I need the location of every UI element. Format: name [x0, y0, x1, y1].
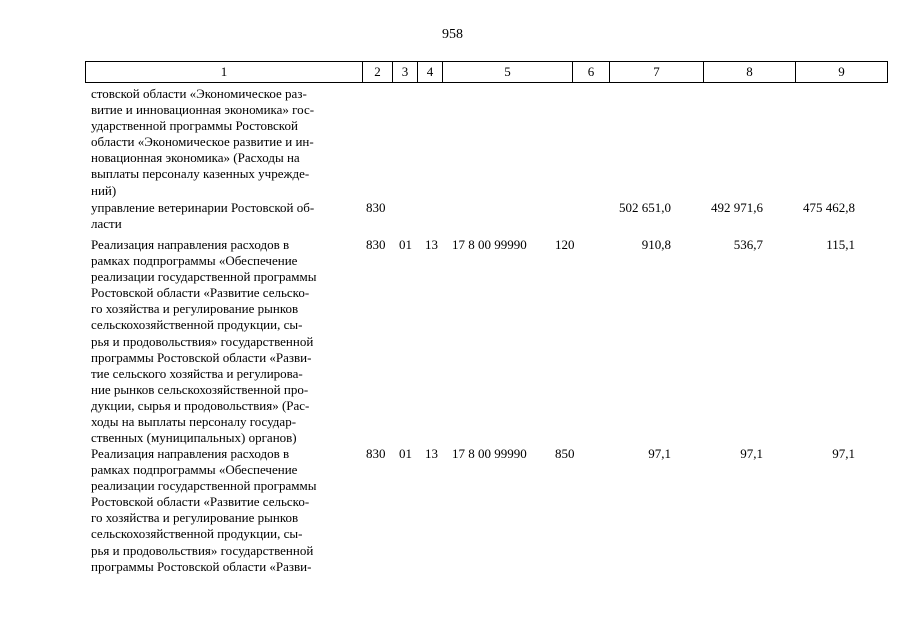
row-description: Реализация направления расходов в рамках подпрограммы «Обеспечение реализации государственной программы Ростовской области «Развитие сельско- го хозяйства и регулирование рынков сельскохозяйственной продукции, сы- рья и продовольствия» государственной программы Ростовской области «Разви-: [91, 446, 317, 574]
ministry-code: 830: [366, 200, 386, 215]
sum-year-3: 115,1: [826, 237, 855, 252]
column-header-1: 1: [220, 64, 228, 79]
row-description: управление ветеринарии Ростовской об- ласти: [91, 200, 315, 232]
sum-year-2: 97,1: [740, 446, 763, 461]
row-description: Реализация направления расходов в рамках подпрограммы «Обеспечение реализации государственной программы Ростовской области «Развитие сельско- го хозяйства и регулирование рынков сельскохозяйственной продукции, сы- рья и продовольствия» государственной программы Ростовской области «Разви- тие сельского хозяйства и регулирова- ние рынков сельскохозяйственной про- дукции, сырья и продовольствия» (Рас- ходы на выплаты персоналу государ- ственных (муниципальных) органов): [91, 237, 317, 446]
sum-year-3: 475 462,8: [803, 200, 855, 215]
column-header-3: 3: [392, 62, 417, 82]
sum-year-2: 492 971,6: [711, 200, 763, 215]
sum-year-2: 536,7: [733, 237, 763, 252]
sum-year-3: 97,1: [832, 446, 855, 461]
subsection-code: 13: [425, 237, 438, 252]
expense-type-code: 850: [555, 446, 575, 461]
column-header-9: 9: [795, 62, 887, 82]
section-code: 01: [399, 446, 412, 461]
column-header-7: 7: [609, 62, 703, 82]
column-header-8: 8: [703, 62, 795, 82]
sum-year-1: 502 651,0: [619, 200, 671, 215]
column-header-5: 5: [442, 62, 572, 82]
target-article-code: 17 8 00 99990: [452, 446, 527, 461]
ministry-code: 830: [366, 237, 386, 252]
target-article-code: 17 8 00 99990: [452, 237, 527, 252]
expense-type-code: 120: [555, 237, 575, 252]
sum-year-1: 910,8: [641, 237, 671, 252]
column-header-4: 4: [417, 62, 442, 82]
section-code: 01: [399, 237, 412, 252]
column-header-2: 2: [362, 62, 392, 82]
table-header: [85, 61, 888, 83]
row-description: стовской области «Экономическое раз- витие и инновационная экономика» гос- ударственной программы Ростовской области «Экономическое развитие и ин- новационная экономика» (Расходы на выплаты персоналу казенных учрежде- ний): [91, 86, 315, 198]
page-number: 958: [442, 27, 463, 42]
ministry-code: 830: [366, 446, 386, 461]
column-header-6: 6: [572, 62, 609, 82]
sum-year-1: 97,1: [648, 446, 671, 461]
subsection-code: 13: [425, 446, 438, 461]
